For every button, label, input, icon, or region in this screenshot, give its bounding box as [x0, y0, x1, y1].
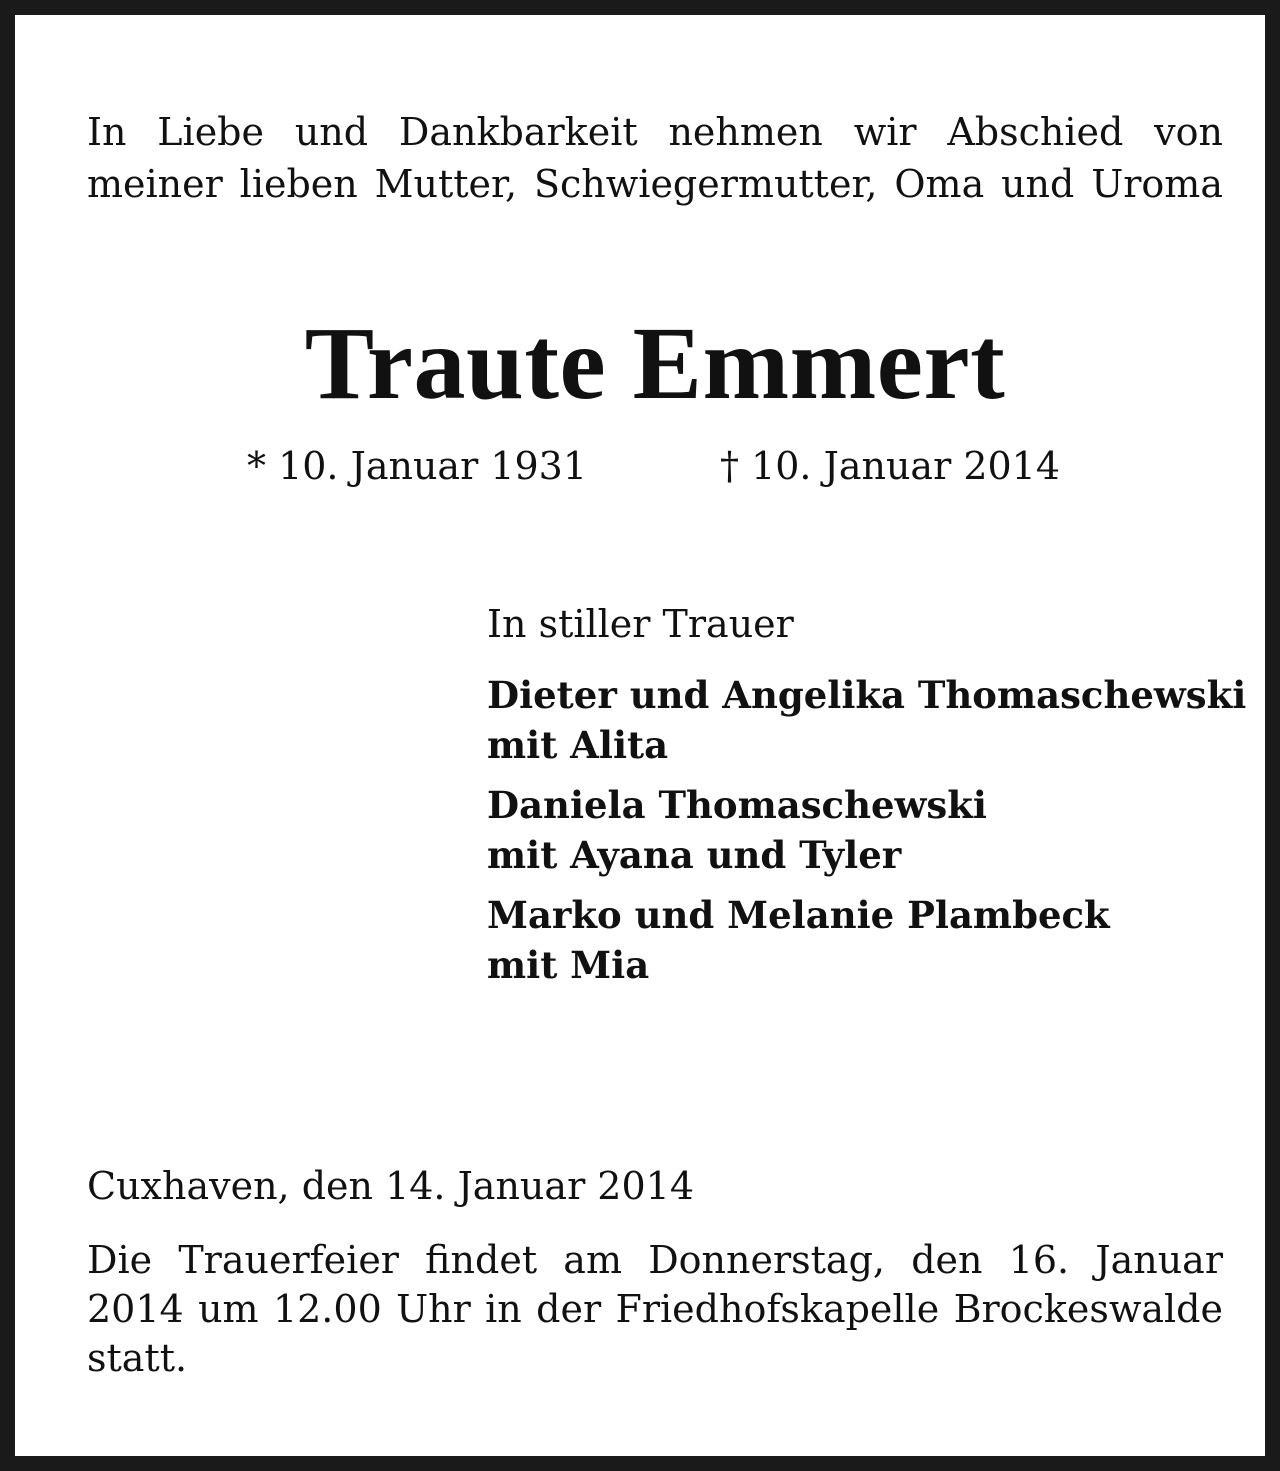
mourning-heading: In stiller Trauer	[487, 602, 794, 646]
mourner-family-names: Daniela Thomaschewski	[487, 783, 987, 827]
deceased-name: Traute Emmert	[304, 306, 1006, 421]
mourner-family-children: mit Alita	[487, 723, 669, 767]
funeral-service-line-1: Die Trauerfeier findet am Donnerstag, den 16. Januar	[87, 1238, 1223, 1282]
funeral-service-line-2: 2014 um 12.00 Uhr in der Friedhofskapelle Brockeswalde	[87, 1287, 1223, 1331]
mourner-family	[487, 780, 1247, 880]
birth-date: * 10. Januar 1931	[247, 444, 588, 488]
death-date: † 10. Januar 2014	[720, 444, 1061, 488]
mourner-family-children: mit Mia	[487, 943, 650, 987]
mourner-family-names: Marko und Melanie Plambeck	[487, 893, 1110, 937]
mourner-family	[487, 890, 1247, 990]
mourner-family	[487, 670, 1247, 770]
mourner-family-names: Dieter und Angelika Thomaschewski	[487, 673, 1247, 717]
mourner-list	[487, 670, 1247, 1000]
intro-text-line-1: In Liebe und Dankbarkeit nehmen wir Abschied von	[87, 110, 1223, 154]
funeral-service-line-3: statt.	[87, 1336, 188, 1380]
place-and-date: Cuxhaven, den 14. Januar 2014	[87, 1164, 695, 1208]
mourner-family-children: mit Ayana und Tyler	[487, 833, 902, 877]
intro-text-line-2: meiner lieben Mutter, Schwiegermutter, Oma und Uroma	[87, 162, 1223, 206]
